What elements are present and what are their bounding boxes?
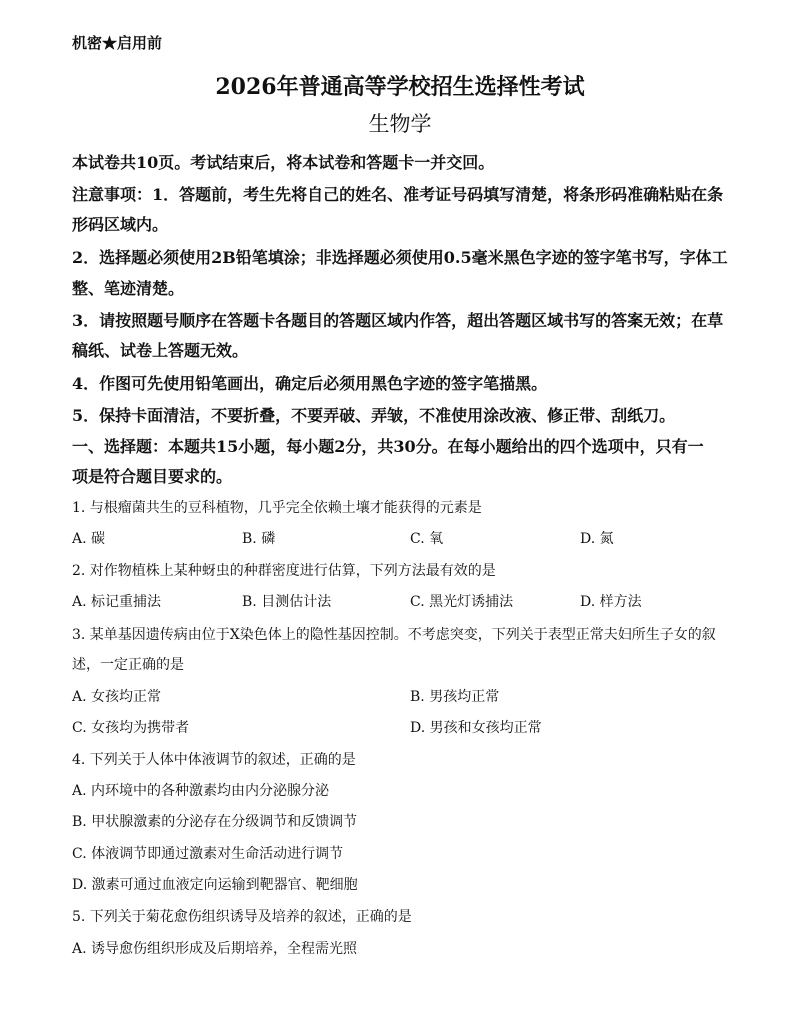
note-5: 5．保持卡面清洁，不要折叠，不要弄破、弄皱，不准使用涂改液、修正带、刮纸刀。 — [72, 406, 676, 425]
question-2-stem: 2. 对作物植株上某种蚜虫的种群密度进行估算，下列方法最有效的是 — [72, 563, 496, 579]
section-heading-line-2: 项是符合题目要求的。 — [72, 467, 233, 486]
question-1-option-c: C. 氧 — [410, 531, 444, 547]
note-3-line-2: 稿纸、试卷上答题无效。 — [72, 341, 249, 360]
exam-title: 2026年普通高等学校招生选择性考试 — [215, 74, 585, 100]
question-3-option-a: A. 女孩均正常 — [72, 689, 162, 705]
note-2-line-1: 2．选择题必须使用2B铅笔填涂；非选择题必须使用0.5毫米黑色字迹的签字笔书写，字体工 — [72, 248, 728, 267]
note-3-line-1: 3．请按照题号顺序在答题卡各题目的答题区域内作答，超出答题区域书写的答案无效；在草 — [72, 311, 724, 330]
question-2-option-b: B. 目测估计法 — [242, 594, 332, 610]
note-2-line-2: 整、笔迹清楚。 — [72, 279, 185, 298]
question-4-option-d: D. 激素可通过血液定向运输到靶器官、靶细胞 — [72, 877, 358, 893]
question-2-option-d: D. 样方法 — [580, 594, 642, 610]
question-3-option-c: C. 女孩均为携带者 — [72, 720, 190, 736]
question-3-stem-line-2: 述，一定正确的是 — [72, 657, 184, 673]
question-1-option-b: B. 磷 — [242, 531, 276, 547]
question-4-option-b: B. 甲状腺激素的分泌存在分级调节和反馈调节 — [72, 814, 358, 830]
intro-text: 本试卷共10页。考试结束后，将本试卷和答题卡一并交回。 — [72, 153, 495, 172]
question-3-stem-line-1: 3. 某单基因遗传病由位于X染色体上的隐性基因控制。不考虑突变，下列关于表型正常夫妇所生子女的叙 — [72, 627, 716, 643]
confidential-label: 机密★启用前 — [72, 34, 163, 52]
question-5-stem: 5. 下列关于菊花愈伤组织诱导及培养的叙述，正确的是 — [72, 909, 412, 925]
note-4: 4．作图可先使用铅笔画出，确定后必须用黑色字迹的签字笔描黑。 — [72, 374, 548, 393]
question-1-option-d: D. 氮 — [580, 531, 614, 547]
question-4-stem: 4. 下列关于人体中体液调节的叙述，正确的是 — [72, 752, 356, 768]
question-3-option-b: B. 男孩均正常 — [410, 689, 500, 705]
note-1-line-1: 注意事项：1．答题前，考生先将自己的姓名、准考证号码填写清楚，将条形码准确粘贴在条 — [72, 185, 724, 204]
note-1-line-2: 形码区域内。 — [72, 215, 169, 234]
question-4-option-a: A. 内环境中的各种激素均由内分泌腺分泌 — [72, 783, 330, 799]
question-2-option-c: C. 黑光灯诱捕法 — [410, 594, 514, 610]
question-3-option-d: D. 男孩和女孩均正常 — [410, 720, 542, 736]
question-1-option-a: A. 碳 — [72, 531, 106, 547]
question-5-option-a: A. 诱导愈伤组织形成及后期培养，全程需光照 — [72, 941, 358, 957]
question-2-option-a: A. 标记重捕法 — [72, 594, 162, 610]
section-heading-line-1: 一、选择题：本题共15小题，每小题2分，共30分。在每小题给出的四个选项中，只有一 — [72, 437, 704, 456]
question-1-stem: 1. 与根瘤菌共生的豆科植物，几乎完全依赖土壤才能获得的元素是 — [72, 500, 482, 516]
question-4-option-c: C. 体液调节即通过激素对生命活动进行调节 — [72, 846, 344, 862]
subject-title: 生物学 — [368, 112, 432, 136]
